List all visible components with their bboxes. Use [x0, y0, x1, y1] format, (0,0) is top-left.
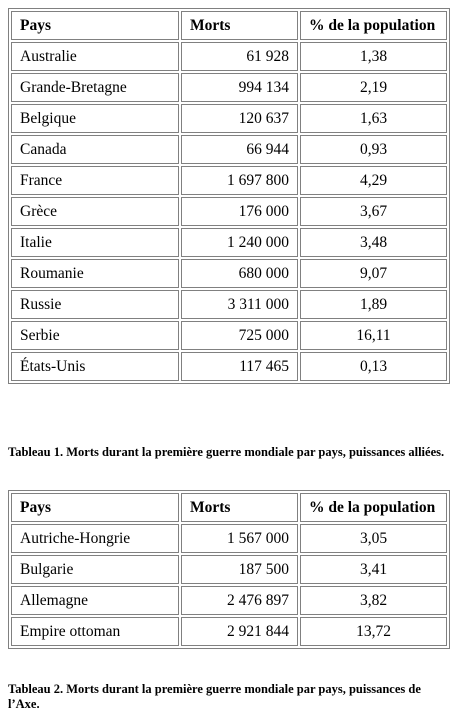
- country-cell: Serbie: [11, 321, 179, 350]
- deaths-cell: 176 000: [181, 197, 298, 226]
- deaths-cell: 66 944: [181, 135, 298, 164]
- deaths-cell: 120 637: [181, 104, 298, 133]
- country-cell: Allemagne: [11, 586, 179, 615]
- country-cell: Australie: [11, 42, 179, 71]
- deaths-cell: 187 500: [181, 555, 298, 584]
- percent-cell: 3,41: [300, 555, 447, 584]
- country-cell: Grande-Bretagne: [11, 73, 179, 102]
- column-header-deaths: Morts: [181, 493, 298, 522]
- table-1-caption: Tableau 1. Morts durant la première guerre mondiale par pays, puissances alliées.: [8, 445, 445, 459]
- percent-cell: 16,11: [300, 321, 447, 350]
- deaths-cell: 1 697 800: [181, 166, 298, 195]
- column-header-population-percent: % de la population: [300, 493, 447, 522]
- percent-cell: 1,89: [300, 290, 447, 319]
- deaths-cell: 2 476 897: [181, 586, 298, 615]
- table-row: [11, 555, 447, 584]
- table-row: [11, 42, 447, 71]
- table-2-caption: Tableau 2. Morts durant la première guerre mondiale par pays, puissances de l’Axe.: [8, 682, 421, 711]
- percent-cell: 3,05: [300, 524, 447, 553]
- table-row: [11, 321, 447, 350]
- column-header-population-percent: % de la population: [300, 11, 447, 40]
- country-cell: Belgique: [11, 104, 179, 133]
- percent-cell: 2,19: [300, 73, 447, 102]
- country-cell: Italie: [11, 228, 179, 257]
- deaths-cell: 2 921 844: [181, 617, 298, 646]
- percent-cell: 3,48: [300, 228, 447, 257]
- percent-cell: 3,82: [300, 586, 447, 615]
- deaths-cell: 61 928: [181, 42, 298, 71]
- percent-cell: 4,29: [300, 166, 447, 195]
- allied-deaths-table: [8, 8, 450, 384]
- country-cell: Autriche-Hongrie: [11, 524, 179, 553]
- column-header-deaths: Morts: [181, 11, 298, 40]
- table-header-row: [11, 11, 447, 40]
- country-cell: Russie: [11, 290, 179, 319]
- deaths-cell: 994 134: [181, 73, 298, 102]
- deaths-cell: 1 240 000: [181, 228, 298, 257]
- table-row: [11, 73, 447, 102]
- country-cell: Canada: [11, 135, 179, 164]
- deaths-cell: 725 000: [181, 321, 298, 350]
- table-row: [11, 228, 447, 257]
- table-row: [11, 135, 447, 164]
- percent-cell: 9,07: [300, 259, 447, 288]
- table-row: [11, 352, 447, 381]
- percent-cell: 3,67: [300, 197, 447, 226]
- country-cell: Empire ottoman: [11, 617, 179, 646]
- country-cell: Bulgarie: [11, 555, 179, 584]
- percent-cell: 1,63: [300, 104, 447, 133]
- deaths-cell: 680 000: [181, 259, 298, 288]
- column-header-country: Pays: [11, 493, 179, 522]
- table-row: [11, 586, 447, 615]
- table-row: [11, 617, 447, 646]
- percent-cell: 1,38: [300, 42, 447, 71]
- country-cell: États-Unis: [11, 352, 179, 381]
- table-row: [11, 197, 447, 226]
- table-row: [11, 166, 447, 195]
- percent-cell: 13,72: [300, 617, 447, 646]
- deaths-cell: 1 567 000: [181, 524, 298, 553]
- table-row: [11, 259, 447, 288]
- column-header-country: Pays: [11, 11, 179, 40]
- country-cell: France: [11, 166, 179, 195]
- percent-cell: 0,93: [300, 135, 447, 164]
- axis-deaths-table: [8, 490, 450, 649]
- table-header-row: [11, 493, 447, 522]
- table-row: [11, 104, 447, 133]
- country-cell: Grèce: [11, 197, 179, 226]
- country-cell: Roumanie: [11, 259, 179, 288]
- percent-cell: 0,13: [300, 352, 447, 381]
- deaths-cell: 117 465: [181, 352, 298, 381]
- table-row: [11, 290, 447, 319]
- deaths-cell: 3 311 000: [181, 290, 298, 319]
- table-row: [11, 524, 447, 553]
